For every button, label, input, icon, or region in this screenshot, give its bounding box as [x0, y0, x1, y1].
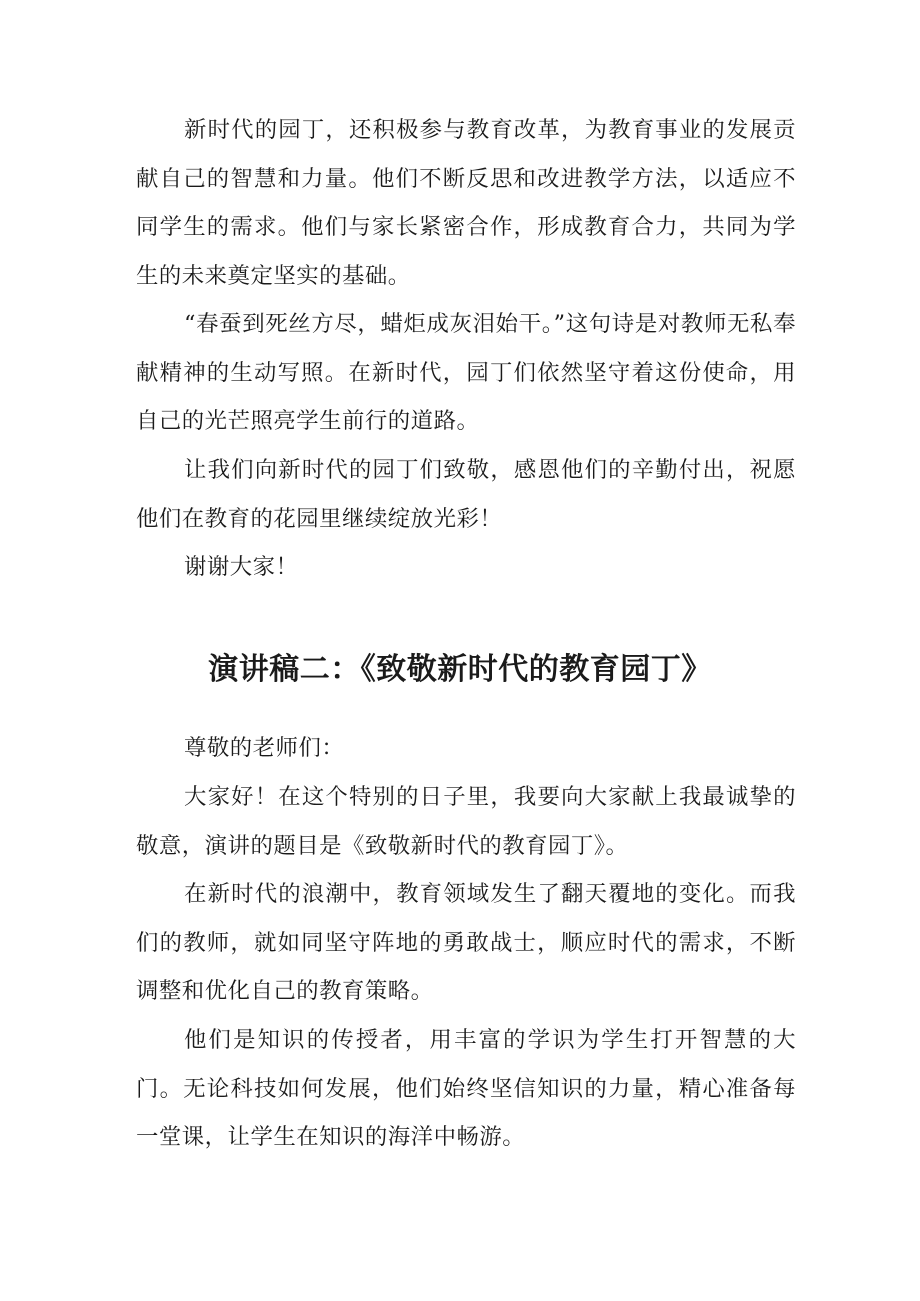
paragraph-education-reform: 新时代的园丁，还积极参与教育改革，为教育事业的发展贡献自己的智慧和力量。他们不断反思和改进教学方法，以适应不同学生的需求。他们与家长紧密合作，形成教育合力，共同为学生的未来奠定坚实的基础。	[136, 117, 796, 289]
paragraph-knowledge: 他们是知识的传授者，用丰富的学识为学生打开智慧的大门。无论科技如何发展，他们始终坚信知识的力量，精心准备每一堂课，让学生在知识的海洋中畅游。	[136, 1027, 796, 1150]
speech-two-title: 演讲稿二：《致敬新时代的教育园丁》	[208, 652, 712, 687]
paragraph-salute: 让我们向新时代的园丁们致敬，感恩他们的辛勤付出，祝愿他们在教育的花园里继续绽放光彩！	[136, 457, 796, 532]
paragraph-salutation: 尊敬的老师们：	[184, 735, 345, 761]
paragraph-new-era: 在新时代的浪潮中，教育领域发生了翻天覆地的变化。而我们的教师，就如同坚守阵地的勇敢战士，顺应时代的需求，不断调整和优化自己的教育策略。	[136, 881, 796, 1004]
paragraph-poem-quote: “春蚕到死丝方尽，蜡炬成灰泪始干。”这句诗是对教师无私奉献精神的生动写照。在新时代，园丁们依然坚守着这份使命，用自己的光芒照亮学生前行的道路。	[136, 311, 796, 434]
paragraph-greeting: 大家好！在这个特别的日子里，我要向大家献上我最诚挚的敬意，演讲的题目是《致敬新时代的教育园丁》。	[136, 784, 796, 859]
paragraph-thanks: 谢谢大家！	[184, 554, 299, 580]
